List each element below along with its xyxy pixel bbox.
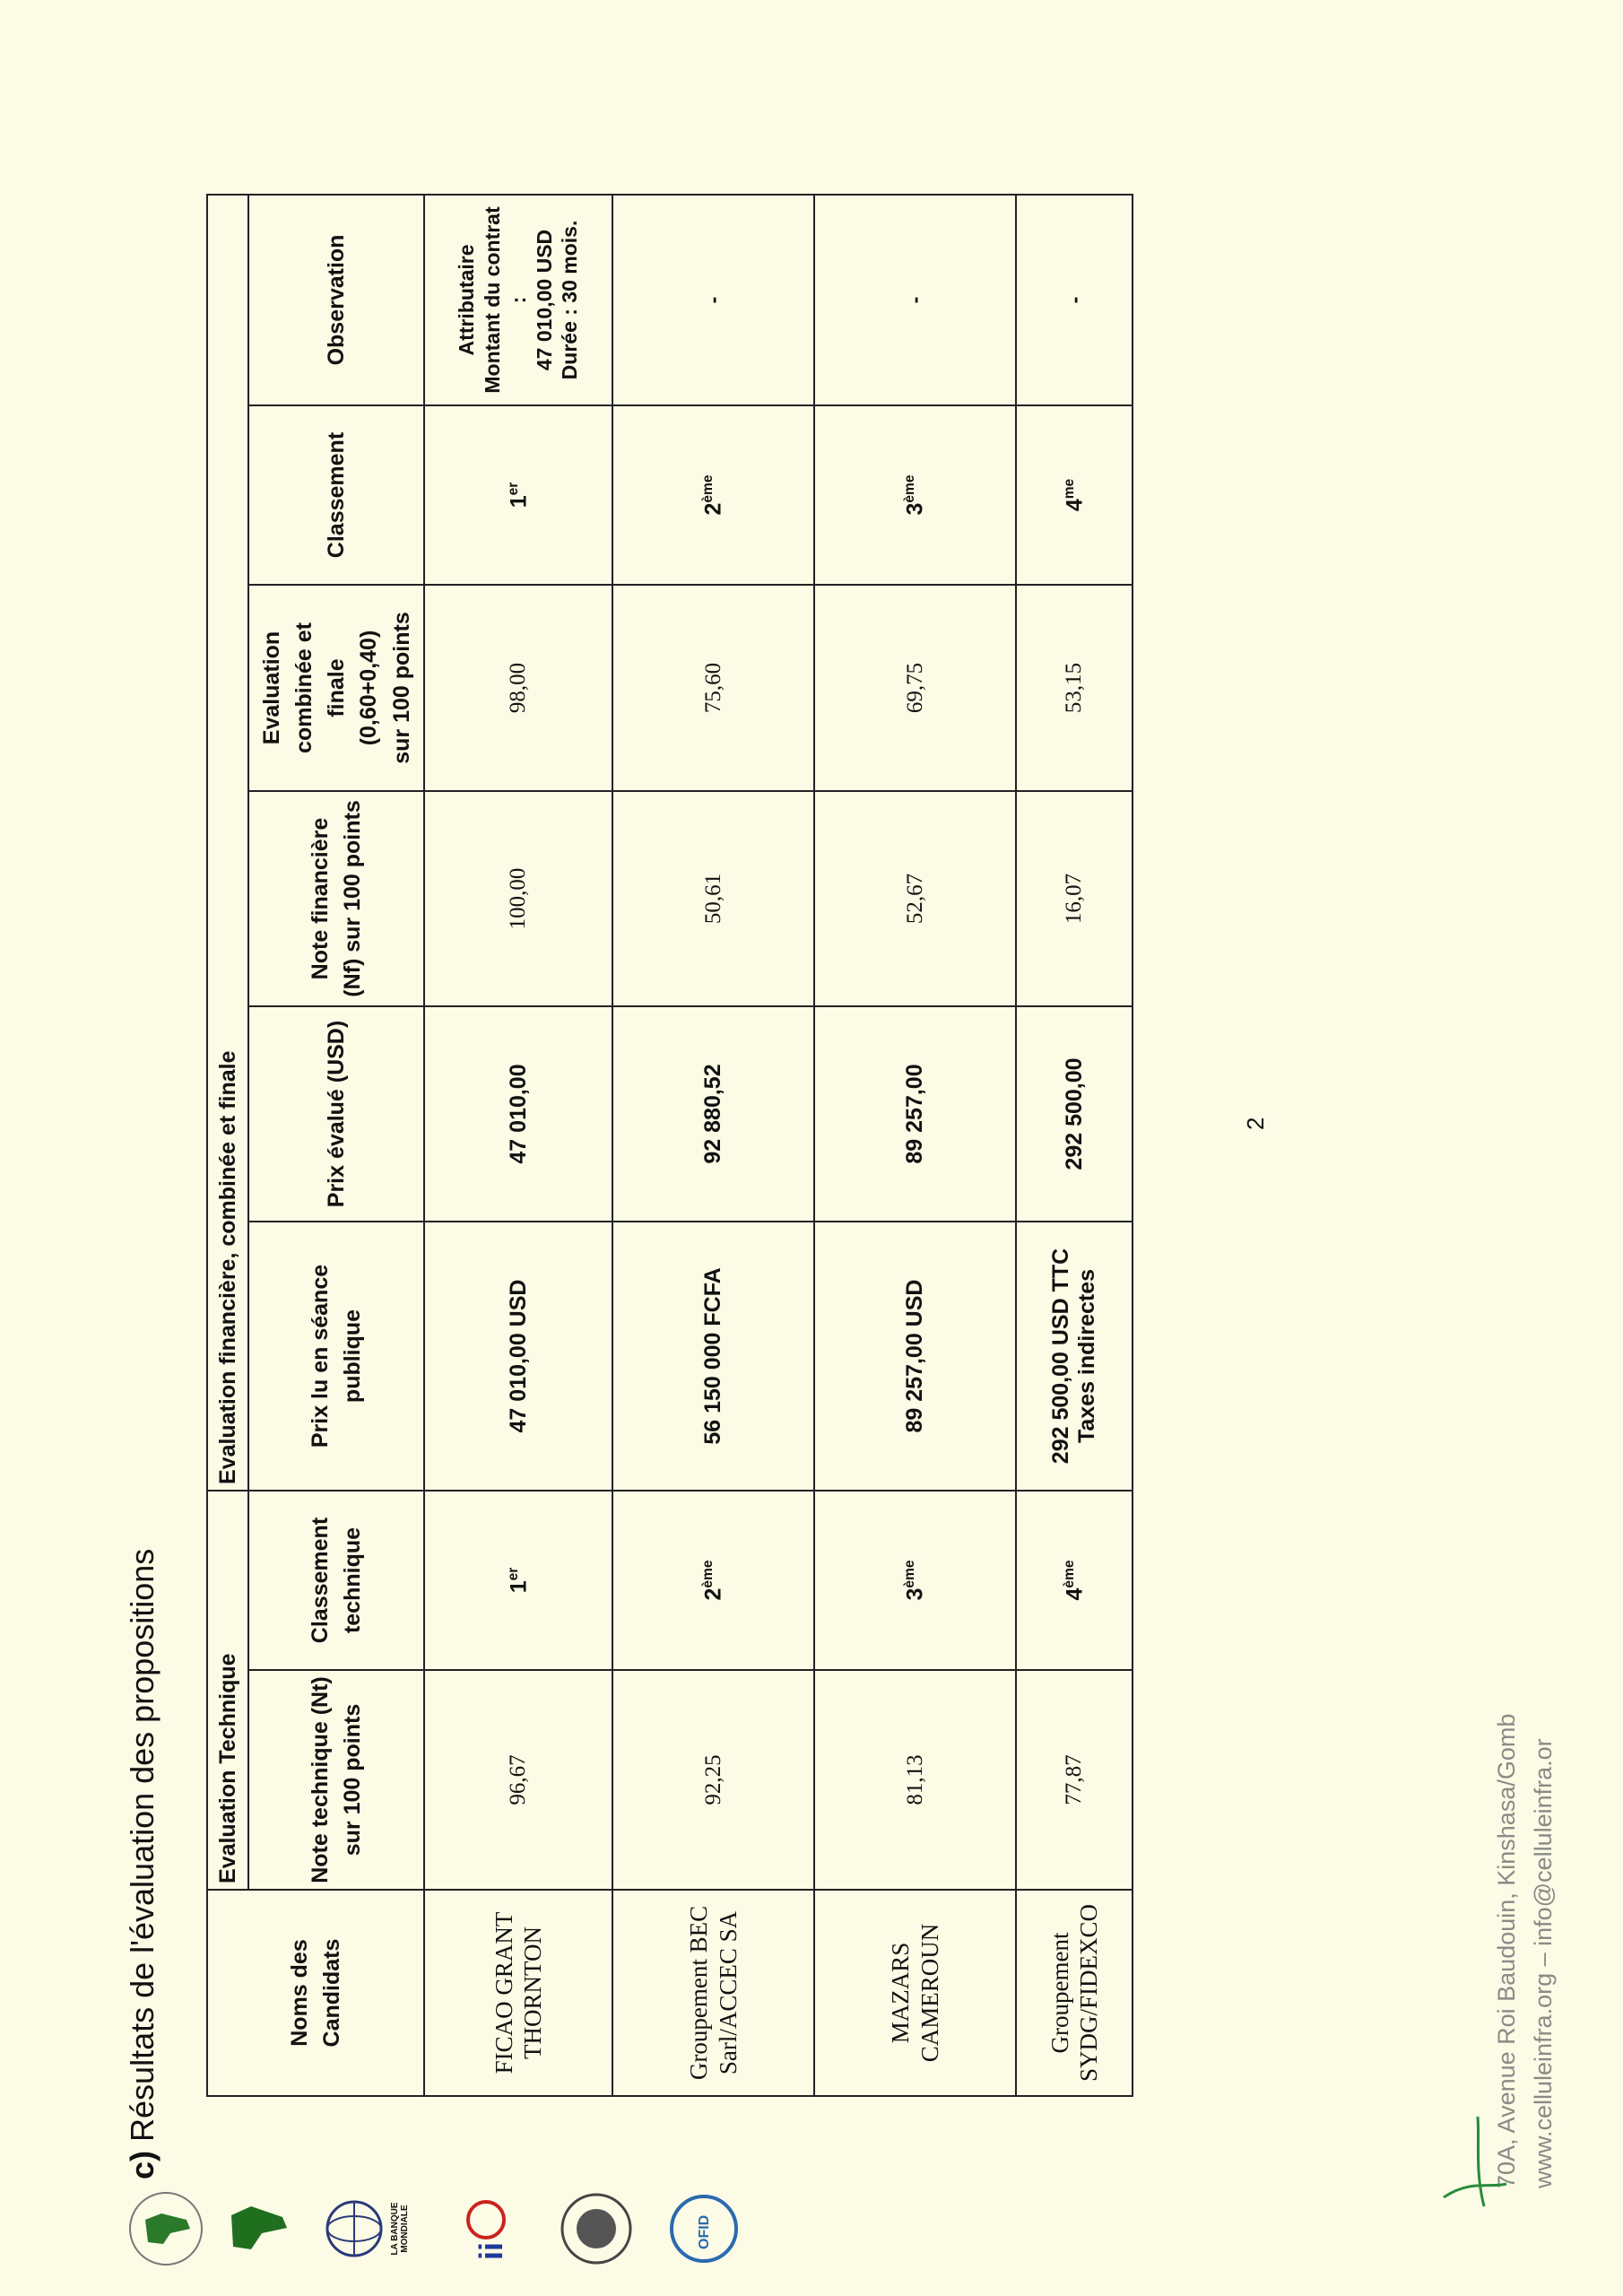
rank-number: 1 (505, 1580, 531, 1594)
section-letter: c) (124, 2150, 161, 2179)
header-eval-line-3: sur 100 points (388, 612, 414, 764)
section-title: Résultats de l'évaluation des propositions (124, 1548, 161, 2142)
ofid-logo-text: OFID (697, 2214, 712, 2249)
signature-icon (1435, 2108, 1515, 2215)
note-financiere: 50,61 (612, 791, 814, 1006)
header-evaluation-combinee (248, 585, 424, 791)
observation-line-1: - (701, 296, 725, 304)
bank-logo-text-2: MONDIALE (400, 2205, 410, 2253)
section-heading (124, 1549, 161, 2179)
observation-line-3: 47 010,00 USD (532, 229, 556, 371)
note-technique: 92,25 (612, 1670, 814, 1890)
prix-evalue: 89 257,00 (814, 1006, 1016, 1222)
table-row (1016, 195, 1133, 2096)
note-financiere: 100,00 (424, 791, 612, 1006)
rank-number: 2 (700, 1587, 726, 1601)
prix-lu (612, 1222, 814, 1491)
rank-number: 3 (902, 1587, 928, 1601)
rank-number: 3 (902, 502, 928, 516)
page-number: 2 (1242, 1117, 1269, 1130)
note-financiere: 52,67 (814, 791, 1016, 1006)
classement-technique (814, 1491, 1016, 1670)
prix-lu-line-1: 89 257,00 USD (902, 1279, 928, 1433)
ofid-logo-icon (664, 2188, 744, 2269)
note-technique: 77,87 (1016, 1670, 1133, 1890)
candidate-name: Groupement SYDG/FIDEXCO (1016, 1890, 1133, 2096)
prix-lu (814, 1222, 1016, 1491)
note-technique: 81,13 (814, 1670, 1016, 1890)
classement (612, 405, 814, 585)
prix-evalue: 92 880,52 (612, 1006, 814, 1222)
rank-suffix: ème (902, 474, 918, 503)
classement (1016, 405, 1133, 585)
observation (1016, 195, 1133, 405)
africa-map-icon (215, 2188, 296, 2269)
footer-address: 70A, Avenue Roi Baudouin, Kinshasa/Gomb (1493, 1713, 1520, 2188)
prix-lu-line-1: 56 150 000 FCFA (700, 1267, 726, 1445)
footer-web: www.celluleinfra.org – info@celluleinfra.or (1529, 1738, 1557, 2188)
observation-line-1: Attributaire (455, 244, 479, 356)
prix-lu (424, 1222, 612, 1491)
header-classement-technique: Classement technique (248, 1491, 424, 1670)
observation-line-1: - (1062, 296, 1086, 304)
candidate-name: FICAO GRANT THORNTON (424, 1890, 612, 2096)
rank-suffix: me (1061, 478, 1077, 500)
classement (814, 405, 1016, 585)
classement-technique (424, 1491, 612, 1670)
svg-text:ii: ii (473, 2241, 509, 2260)
header-eval-line-2: (0,60+0,40) (356, 630, 382, 746)
partner-logos (126, 2179, 753, 2269)
ofid-logo (664, 2188, 749, 2269)
observation (814, 195, 1016, 405)
prix-lu-line-1: 47 010,00 USD (505, 1279, 531, 1433)
rank-number: 4 (1061, 499, 1087, 512)
ica-logo-icon (448, 2188, 529, 2269)
header-classement: Classement (248, 405, 424, 585)
observation-line-2: Montant du contrat : (481, 206, 530, 394)
results-table (206, 194, 1133, 2097)
table-row (612, 195, 814, 2096)
globe-icon (323, 2197, 386, 2260)
evaluation-combinee: 69,75 (814, 585, 1016, 791)
prix-lu-line-2: Taxes indirectes (1074, 1268, 1100, 1444)
africa-emblem-icon (126, 2188, 206, 2269)
header-prix-lu: Prix lu en séance publique (248, 1222, 424, 1491)
evaluation-combinee: 75,60 (612, 585, 814, 791)
candidate-name: MAZARS CAMEROUN (814, 1890, 1016, 2096)
rank-number: 1 (505, 495, 531, 509)
observation-line-1: - (903, 296, 927, 304)
world-bank-logo (323, 2188, 410, 2269)
rank-suffix: er (505, 482, 521, 496)
rank-suffix: ème (902, 1560, 918, 1588)
classement-technique (612, 1491, 814, 1670)
header-note-financiere: Note financière (Nf) sur 100 points (248, 791, 424, 1006)
header-candidates: Noms des Candidats (207, 1890, 424, 2096)
observation-line-4: Durée : 30 mois. (558, 220, 582, 380)
evaluation-combinee: 98,00 (424, 585, 612, 791)
header-observation: Observation (248, 195, 424, 405)
evaluation-combinee: 53,15 (1016, 585, 1133, 791)
rank-suffix: ème (700, 474, 716, 503)
table-row (814, 195, 1016, 2096)
bank-logo-text-1: LA BANQUE (390, 2202, 400, 2256)
observation (612, 195, 814, 405)
rank-number: 4 (1061, 1587, 1087, 1601)
observation (424, 195, 612, 405)
rank-number: 2 (700, 502, 726, 516)
header-note-technique: Note technique (Nt) sur 100 points (248, 1670, 424, 1890)
prix-lu (1016, 1222, 1133, 1491)
header-eval-line-1: Evaluation combinée et finale (258, 622, 350, 753)
header-prix-evalue: Prix évalué (USD) (248, 1006, 424, 1222)
header-group-technique: Evaluation Technique (207, 1491, 248, 1890)
rank-suffix: ème (700, 1560, 716, 1588)
note-financiere: 16,07 (1016, 791, 1133, 1006)
classement (424, 405, 612, 585)
candidate-name: Groupement BEC Sarl/ACCEC SA (612, 1890, 814, 2096)
header-group-financiere: Evaluation financière, combinée et finale (207, 195, 248, 1491)
prix-evalue: 292 500,00 (1016, 1006, 1133, 1222)
rank-suffix: er (505, 1567, 521, 1581)
prix-evalue: 47 010,00 (424, 1006, 612, 1222)
note-technique: 96,67 (424, 1670, 612, 1890)
seal-icon (556, 2188, 637, 2269)
prix-lu-line-1: 292 500,00 USD TTC (1048, 1248, 1074, 1465)
rank-suffix: ème (1061, 1560, 1077, 1588)
table-row (424, 195, 612, 2096)
classement-technique (1016, 1491, 1133, 1670)
